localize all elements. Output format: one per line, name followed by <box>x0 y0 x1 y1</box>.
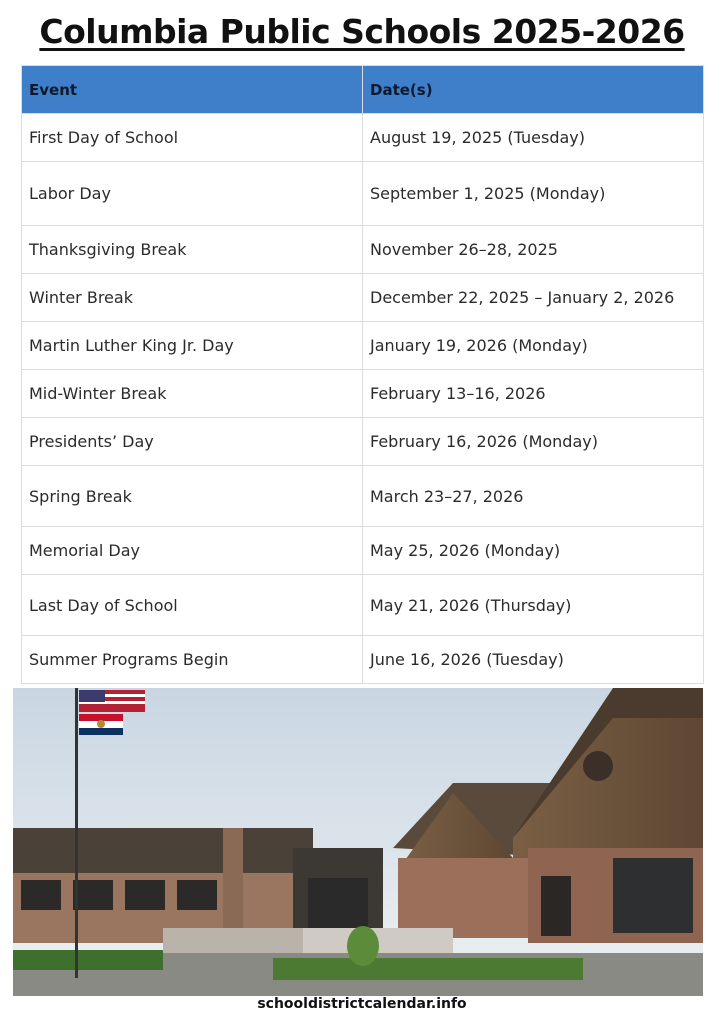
event-cell: Labor Day <box>22 162 363 226</box>
footer-site-credit: schooldistrictcalendar.info <box>257 996 467 1012</box>
table-row <box>22 466 704 527</box>
table-row <box>22 370 704 418</box>
event-cell: Mid-Winter Break <box>22 370 363 418</box>
event-cell: Summer Programs Begin <box>22 636 363 684</box>
event-cell: Winter Break <box>22 274 363 322</box>
table-row <box>22 527 704 575</box>
table-row <box>22 274 704 322</box>
event-cell: Spring Break <box>22 466 363 527</box>
date-cell: June 16, 2026 (Tuesday) <box>363 636 704 684</box>
date-cell: January 19, 2026 (Monday) <box>363 322 704 370</box>
date-cell: February 13–16, 2026 <box>363 370 704 418</box>
date-cell: November 26–28, 2025 <box>363 226 704 274</box>
table-row <box>22 636 704 684</box>
column-header-dates: Date(s) <box>363 66 704 114</box>
date-cell: May 21, 2026 (Thursday) <box>363 575 704 636</box>
date-cell: March 23–27, 2026 <box>363 466 704 527</box>
page-title: Columbia Public Schools 2025-2026 <box>39 12 685 51</box>
event-cell: Thanksgiving Break <box>22 226 363 274</box>
table-row <box>22 322 704 370</box>
event-cell: Memorial Day <box>22 527 363 575</box>
table-row <box>22 226 704 274</box>
table-header-row <box>22 66 704 114</box>
table-row <box>22 162 704 226</box>
event-cell: Martin Luther King Jr. Day <box>22 322 363 370</box>
table-row <box>22 575 704 636</box>
event-cell: Last Day of School <box>22 575 363 636</box>
date-cell: February 16, 2026 (Monday) <box>363 418 704 466</box>
table-row <box>22 418 704 466</box>
school-building-photo <box>13 688 703 996</box>
date-cell: August 19, 2025 (Tuesday) <box>363 114 704 162</box>
table-row <box>22 114 704 162</box>
date-cell: May 25, 2026 (Monday) <box>363 527 704 575</box>
column-header-event: Event <box>22 66 363 114</box>
date-cell: December 22, 2025 – January 2, 2026 <box>363 274 704 322</box>
event-cell: Presidents’ Day <box>22 418 363 466</box>
event-cell: First Day of School <box>22 114 363 162</box>
calendar-table <box>21 65 704 684</box>
date-cell: September 1, 2025 (Monday) <box>363 162 704 226</box>
